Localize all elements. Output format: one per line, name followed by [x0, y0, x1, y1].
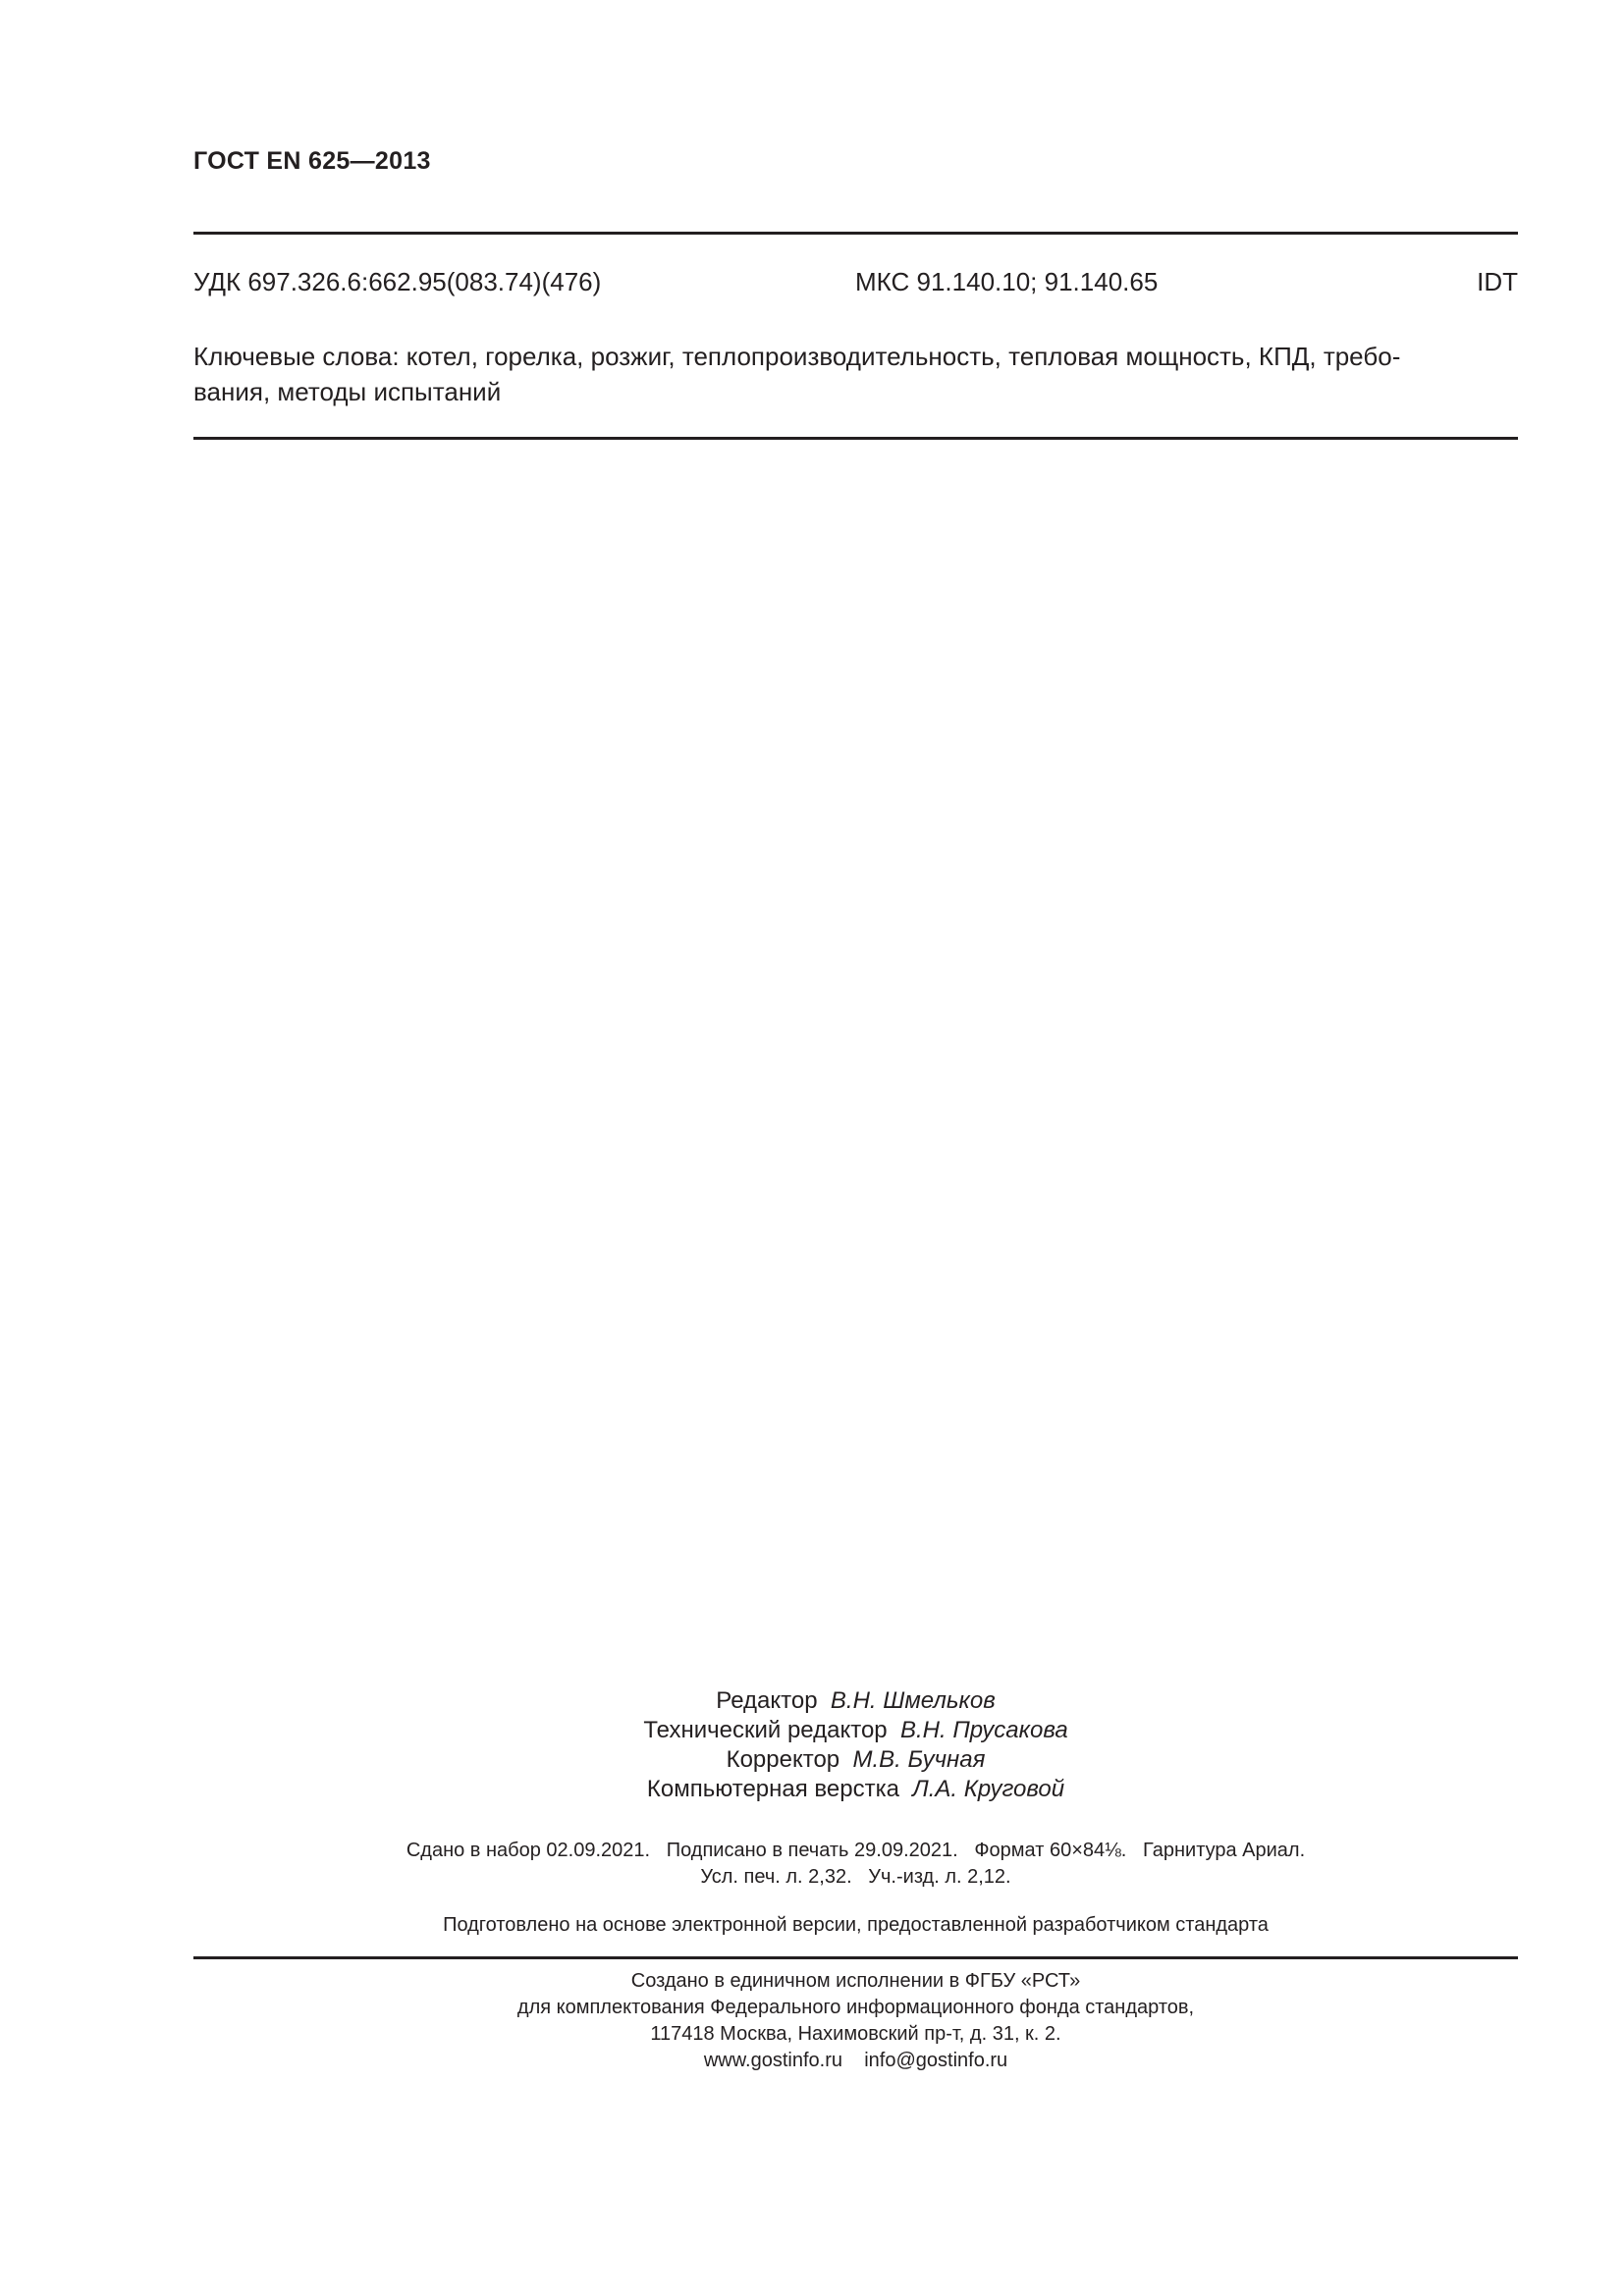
credit-name: Л.А. Круговой — [912, 1776, 1065, 1802]
print-info — [193, 1838, 1518, 1891]
classification-row — [193, 267, 1518, 300]
udk-code: УДК 697.326.6:662.95(083.74)(476) — [193, 267, 602, 296]
credit-name: В.Н. Прусакова — [900, 1717, 1068, 1743]
keywords-block — [193, 339, 1518, 409]
credit-name: М.В. Бучная — [852, 1746, 986, 1773]
footer-contacts: www.gostinfo.ru info@gostinfo.ru — [703, 2050, 1008, 2071]
keywords-line-2: вания, методы испытаний — [193, 377, 502, 406]
keywords-line-1: Ключевые слова: котел, горелка, розжиг, теплопроизводительность, тепловая мощность, КПД, требо- — [193, 342, 1401, 371]
mks-code: МКС 91.140.10; 91.140.65 — [855, 267, 1159, 296]
credit-editor — [193, 1686, 1518, 1716]
publisher-footer — [193, 1968, 1518, 2074]
document-code: ГОСТ EN 625—2013 — [193, 147, 431, 175]
footer-line-1: Создано в единичном исполнении в ФГБУ «РСТ» — [630, 1970, 1081, 1992]
credit-role: Корректор — [726, 1746, 840, 1773]
idt-label: IDT — [1477, 267, 1518, 296]
credit-role: Компьютерная верстка — [646, 1776, 899, 1802]
footer-line-3: 117418 Москва, Нахимовский пр-т, д. 31, к. 2. — [650, 2023, 1061, 2045]
credit-layout — [193, 1775, 1518, 1804]
footer-divider — [193, 1956, 1518, 1959]
credit-name: В.Н. Шмельков — [830, 1687, 996, 1714]
print-info-line-2: Усл. печ. л. 2,32. Уч.-изд. л. 2,12. — [700, 1866, 1011, 1888]
prepared-note: Подготовлено на основе электронной версии, предоставленной разработчиком стандарта — [443, 1914, 1269, 1936]
credits-block — [193, 1686, 1518, 1804]
keywords-divider — [193, 437, 1518, 440]
top-divider — [193, 232, 1518, 235]
credit-role: Технический редактор — [643, 1717, 888, 1743]
credit-proofreader — [193, 1745, 1518, 1775]
credit-role: Редактор — [716, 1687, 818, 1714]
footer-line-2: для комплектования Федерального информационного фонда стандартов, — [516, 1997, 1195, 2018]
credit-tech-editor — [193, 1716, 1518, 1745]
print-info-line-1: Сдано в набор 02.09.2021. Подписано в печать 29.09.2021. Формат 60×84⅛. Гарнитура Ариал. — [406, 1840, 1306, 1861]
